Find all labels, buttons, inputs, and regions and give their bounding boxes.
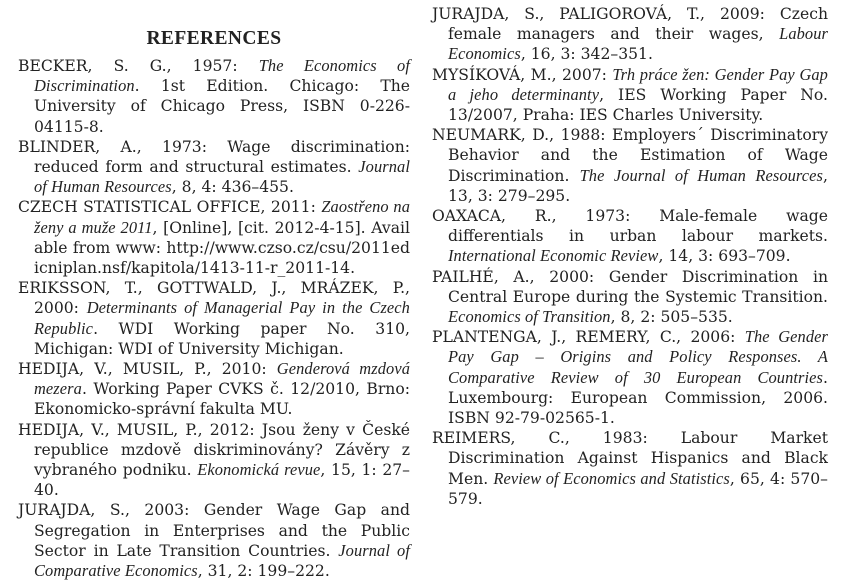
reference-entry: HEDIJA, V., MUSIL, P., 2010: Genderová mzdová mezera. Working Paper CVKS č. 12/2010, Brno: Ekonomicko-správní fakulta MU. — [18, 359, 410, 419]
reference-entry: BECKER, S. G., 1957: The Economics of Discrimination. 1st Edition. Chicago: The University of Chicago Press, ISBN 0-226-04115-8. — [18, 56, 410, 136]
right-column — [432, 4, 828, 509]
reference-entry: ERIKSSON, T., GOTTWALD, J., MRÁZEK, P., 2000: Determinants of Managerial Pay in the Czech Republic. WDI Working paper No. 310, Michigan: WDI of University Michigan. — [18, 279, 410, 358]
reference-entry: JURAJDA, S., PALIGOROVÁ, T., 2009: Czech female managers and their wages, Labour Economics, 16, 3: 342–351. — [432, 5, 828, 64]
reference-entry: PLANTENGA, J., REMERY, C., 2006: The Gender Pay Gap – Origins and Policy Responses. A Comparative Review of 30 European Countries. Luxembourg: European Commission, 2006. ISBN 92-79-02565-1. — [432, 327, 828, 428]
reference-entry: NEUMARK, D., 1988: Employers´ Discriminatory Behavior and the Estimation of Wage Discrimination. The Journal of Human Resources, 13, 3: 279–295. — [432, 126, 828, 205]
references-heading: REFERENCES — [146, 28, 282, 49]
reference-entry: OAXACA, R., 1973: Male-female wage differentials in urban labour markets. International Economic Review, 14, 3: 693–709. — [432, 207, 828, 266]
reference-entry: BLINDER, A., 1973: Wage discrimination: reduced form and structural estimates. Journal of Human Resources, 8, 4: 436–455. — [18, 137, 410, 197]
reference-entry: PAILHÉ, A., 2000: Gender Discrimination in Central Europe during the Systemic Transition. Economics of Transition, 8, 2: 505–535. — [432, 267, 828, 327]
reference-entry: REIMERS, C., 1983: Labour Market Discrimination Against Hispanics and Black Men. Review of Economics and Statistics, 65, 4: 570–579. — [432, 429, 828, 508]
reference-entry: JURAJDA, S., 2003: Gender Wage Gap and Segregation in Enterprises and the Public Sector in Late Transition Countries. Journal of Comparative Economics, 31, 2: 199–222. — [18, 501, 410, 581]
reference-entry: HEDIJA, V., MUSIL, P., 2012: Jsou ženy v České republice mzdově diskriminovány? Závěry z vybraného podniku. Ekonomická revue, 15, 1: 27–40. — [18, 420, 410, 500]
left-column — [18, 28, 410, 581]
reference-entry: MYSÍKOVÁ, M., 2007: Trh práce žen: Gender Pay Gap a jeho determinanty, IES Working Paper No. 13/2007, Praha: IES Charles University. — [432, 64, 828, 125]
reference-entry: CZECH STATISTICAL OFFICE, 2011: Zaostřeno na ženy a muže 2011, [Online], [cit. 2012-4-15]. Available from www: http://www.czso.cz/csu/2011edicniplan.nsf/kapitola/1413-11-r_2011-14. — [18, 197, 411, 278]
